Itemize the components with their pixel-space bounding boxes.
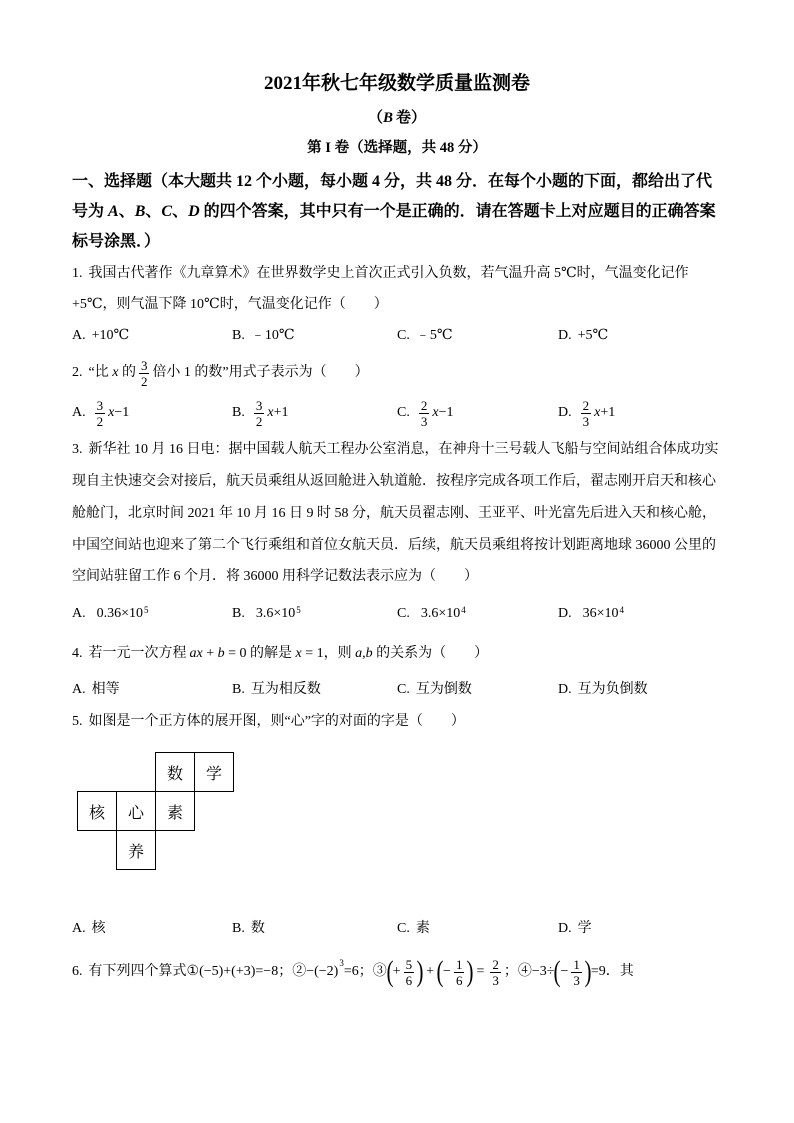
option-text: ﹣5℃: [415, 328, 453, 343]
q1-stem-text-2: +5℃，则气温下降 10℃时，气温变化记作（ ）: [72, 297, 388, 312]
q3-stem-text-2: 现自主快速交会对接后，航天员乘组从返回舱进入轨道舱．按程序完成各项工作后，翟志刚开启天和核心: [72, 474, 716, 489]
option-label: A.: [72, 682, 86, 697]
fraction-denominator: 3: [420, 413, 428, 429]
q3-stem-line-2: [72, 472, 716, 492]
paper-version: [0, 108, 794, 128]
option-text: 互为相反数: [250, 682, 321, 697]
option-label: D.: [558, 682, 572, 697]
section-instructions-line-3: [72, 231, 160, 253]
right-paren: ): [584, 955, 592, 988]
q4-stem: [72, 644, 488, 664]
answer-code-d: D: [188, 203, 200, 220]
q6-mark-2: ；②: [278, 964, 307, 979]
q3-stem-text-4: 中国空间站也迎来了第二个飞行乘组和首位女航天员．后续，航天员乘组将按计划距离地球 36000 公里的: [72, 538, 716, 553]
section-instructions-pre: 号为: [72, 203, 109, 220]
option-base: 3.6×10: [255, 606, 296, 621]
q4-option-b: [232, 680, 321, 700]
q4-var-b: b: [365, 646, 373, 661]
option-fraction: [254, 398, 265, 429]
q6-e4-fraction: [571, 957, 582, 988]
option-label: C.: [397, 682, 410, 697]
q2-option-a: [72, 393, 129, 433]
q4-var-x: x: [295, 646, 302, 661]
option-label: B.: [232, 606, 245, 621]
q1-option-b: [232, 326, 295, 346]
q2-number: 2.: [72, 365, 83, 380]
q4-stem-post: 的关系为（ ）: [372, 646, 489, 661]
q6-e3-operator: +: [426, 964, 435, 979]
q6-e3-fraction-b: [454, 957, 465, 988]
left-paren: (: [436, 955, 444, 988]
fraction-numerator: 5: [405, 956, 413, 972]
q6-mark-4: ；④: [503, 964, 532, 979]
q1-number: 1.: [72, 266, 83, 281]
q2-variable: x: [112, 365, 119, 380]
q1-option-a: [72, 326, 129, 346]
option-base: 36×10: [582, 606, 619, 621]
q4-term-b: b: [217, 646, 225, 661]
option-label: A.: [72, 405, 86, 420]
right-paren: ): [466, 955, 474, 988]
q6-e4-sign: −: [560, 964, 569, 979]
cube-net-cell: 数: [155, 752, 195, 792]
q4-stem-pre: 若一元一次方程: [88, 646, 187, 661]
q5-option-b: [232, 919, 265, 939]
exam-title: [0, 72, 794, 96]
option-label: D.: [558, 921, 572, 936]
fraction-denominator: 6: [405, 972, 413, 988]
q4-term-ax: ax: [189, 646, 203, 661]
fraction-numerator: 1: [455, 956, 463, 972]
q5-stem-text: 如图是一个正方体的展开图，则“心”字的对面的字是（ ）: [88, 714, 465, 729]
q4-equals-one: = 1: [301, 646, 324, 661]
option-tail: +1: [600, 405, 616, 420]
option-label: D.: [558, 606, 572, 621]
q1-stem-line-2: [72, 295, 388, 315]
option-fraction: [95, 398, 106, 429]
q4-equals-zero: = 0: [224, 646, 251, 661]
q6-expression-2-exponent: 3: [339, 958, 344, 968]
q5-option-a: [72, 919, 106, 939]
option-label: B.: [232, 328, 245, 343]
paper-version-close: 卷）: [396, 110, 427, 126]
q6-mark-3: ；③: [358, 964, 387, 979]
option-base: 0.36×10: [96, 606, 144, 621]
q3-stem-line-1: [72, 440, 719, 460]
option-text: 数: [250, 921, 265, 936]
q2-stem: [72, 353, 369, 393]
fraction-denominator: 2: [255, 413, 263, 429]
option-fraction: [581, 398, 592, 429]
q6-e4-rest: =9: [590, 964, 606, 979]
fraction-denominator: 3: [573, 972, 580, 988]
answer-code-c: C: [161, 203, 173, 220]
q2-stem-fraction: [139, 358, 150, 389]
q5-stem: [72, 712, 465, 732]
option-label: B.: [232, 921, 245, 936]
option-tail: +1: [273, 405, 289, 420]
left-paren: (: [553, 955, 561, 988]
section-instructions-text-3: 标号涂黑．）: [72, 233, 161, 250]
option-variable: x: [432, 405, 439, 420]
fraction-denominator: 2: [140, 373, 148, 389]
option-label: C.: [397, 328, 410, 343]
option-text: +5℃: [577, 328, 609, 343]
q4-stem-mid: 的解是: [250, 646, 296, 661]
left-paren: (: [386, 955, 394, 988]
q4-plus: +: [202, 646, 218, 661]
option-label: C.: [397, 405, 410, 420]
answer-code-b: B: [134, 203, 146, 220]
q3-number: 3.: [72, 442, 83, 457]
option-label: C.: [397, 921, 410, 936]
q3-option-d: [558, 604, 624, 624]
q3-option-c: [397, 604, 466, 624]
option-text: 互为负倒数: [577, 682, 648, 697]
fraction-numerator: 2: [582, 397, 590, 413]
fraction-numerator: 3: [140, 357, 148, 373]
q6-e3-b-sign: −: [443, 964, 451, 979]
option-text: +10℃: [91, 328, 130, 343]
q6-expression-2-rest: =6: [343, 964, 359, 979]
q1-stem-text-1: 我国古代著作《九章算术》在世界数学史上首次正式引入负数，若气温升高 5℃时，气温变化记作: [88, 266, 689, 281]
q6-mark-1: ①: [186, 964, 200, 979]
option-variable: x: [267, 405, 274, 420]
q1-option-c: [397, 326, 453, 346]
cube-net-cell: 养: [116, 830, 156, 870]
cube-net-cell: 核: [77, 791, 117, 831]
q3-stem-line-4: [72, 536, 716, 556]
fraction-denominator: 3: [582, 413, 590, 429]
q1-stem-line-1: [72, 264, 689, 284]
code-separator: 、: [145, 203, 162, 220]
option-text: 素: [415, 921, 430, 936]
q3-stem-line-5: [72, 567, 478, 587]
option-exponent: 5: [296, 605, 301, 615]
fraction-numerator: 1: [573, 956, 580, 972]
fraction-denominator: 3: [492, 972, 499, 988]
q6-e3-a-sign: +: [392, 964, 401, 979]
q2-option-c: [397, 393, 453, 433]
fraction-numerator: 3: [255, 397, 263, 413]
q6-intro: 有下列四个算式: [88, 964, 187, 979]
section-instructions-line-1: [72, 171, 712, 193]
part-title: [0, 138, 794, 158]
q5-number: 5.: [72, 714, 83, 729]
q4-option-a: [72, 680, 120, 700]
q3-stem-line-3: [72, 504, 716, 524]
q4-option-d: [558, 680, 648, 700]
option-text: 学: [577, 921, 592, 936]
option-exponent: 4: [461, 605, 466, 615]
q2-stem-pre: “比: [88, 365, 113, 380]
option-exponent: 4: [619, 605, 625, 615]
q6-e3-equals: =: [476, 964, 485, 979]
exam-title-text: 2021年秋七年级数学质量监测卷: [263, 73, 530, 94]
paper-version-open: （: [367, 110, 383, 126]
option-tail: −1: [438, 405, 454, 420]
q4-option-c: [397, 680, 472, 700]
option-variable: x: [594, 405, 601, 420]
q3-stem-text-3: 舱舱门，北京时间 2021 年 10 月 16 日 9 时 58 分，航天员翟志刚、王亚平、叶光富先后进入天和核心舱，: [72, 506, 716, 521]
cube-net-cell: 心: [116, 791, 156, 831]
q6-expression-1: (−5)+(+3)=−8: [199, 964, 279, 979]
option-label: B.: [232, 682, 245, 697]
q4-number: 4.: [72, 646, 83, 661]
option-text: 核: [91, 921, 106, 936]
code-separator: 、: [118, 203, 135, 220]
part-title-text: 第 I 卷（选择题，共 48 分）: [307, 140, 487, 156]
q1-option-d: [558, 326, 608, 346]
option-label: B.: [232, 405, 245, 420]
option-tail: −1: [114, 405, 130, 420]
fraction-denominator: 6: [455, 972, 463, 988]
fraction-numerator: 3: [96, 397, 104, 413]
cube-net-cell: 学: [194, 752, 234, 792]
q6-tail: ．其: [605, 964, 634, 979]
q2-stem-mid: 的: [118, 365, 136, 380]
code-separator: 、: [172, 203, 189, 220]
q4-comma: ,: [362, 646, 366, 661]
q2-option-b: [232, 393, 288, 433]
right-paren: ): [416, 955, 424, 988]
q3-option-b: [232, 604, 301, 624]
q4-stem-mid2: ，则: [323, 646, 356, 661]
cube-net-cell: 素: [155, 791, 195, 831]
option-variable: x: [108, 405, 115, 420]
option-fraction: [419, 398, 430, 429]
fraction-numerator: 2: [420, 397, 428, 413]
option-text: ﹣10℃: [250, 328, 295, 343]
option-label: A.: [72, 328, 86, 343]
q6-number: 6.: [72, 964, 83, 979]
fraction-numerator: 2: [492, 956, 499, 972]
q5-option-c: [397, 919, 430, 939]
option-label: D.: [558, 328, 572, 343]
fraction-denominator: 2: [96, 413, 104, 429]
q4-var-a: a: [355, 646, 363, 661]
option-label: A.: [72, 606, 86, 621]
q6-e3-fraction-a: [404, 957, 415, 988]
option-text: 互为倒数: [415, 682, 472, 697]
option-label: D.: [558, 405, 572, 420]
option-exponent: 5: [144, 605, 149, 615]
option-base: 3.6×10: [420, 606, 461, 621]
q6-stem: [72, 950, 634, 994]
q6-e4-pre: −3÷: [531, 964, 555, 979]
q3-option-a: [72, 604, 149, 624]
q3-stem-text-5: 空间站驻留工作 6 个月．将 36000 用科学记数法表示应为（ ）: [72, 569, 478, 584]
q6-e3-fraction-result: [490, 957, 501, 988]
section-instructions-line-2: [72, 201, 716, 223]
option-label: A.: [72, 921, 86, 936]
section-instructions-text-1: 一、选择题（本大题共 12 个小题，每小题 4 分，共 48 分．在每个小题的下面，都给出了代: [72, 173, 713, 190]
answer-code-a: A: [108, 203, 119, 220]
q3-stem-text-1: 新华社 10 月 16 日电：据中国载人航天工程办公室消息，在神舟十三号载人飞船与空间站组合体成功实: [88, 442, 719, 457]
q2-stem-post: 倍小 1 的数”用式子表示为（ ）: [152, 365, 369, 380]
section-instructions-post: 的四个答案，其中只有一个是正确的．请在答题卡上对应题目的正确答案: [199, 203, 716, 220]
q2-option-d: [558, 393, 615, 433]
option-label: C.: [397, 606, 410, 621]
option-text: 相等: [91, 682, 120, 697]
q5-option-d: [558, 919, 592, 939]
q6-expression-2-base: −(−2): [306, 964, 339, 979]
paper-version-letter: B: [382, 110, 393, 126]
